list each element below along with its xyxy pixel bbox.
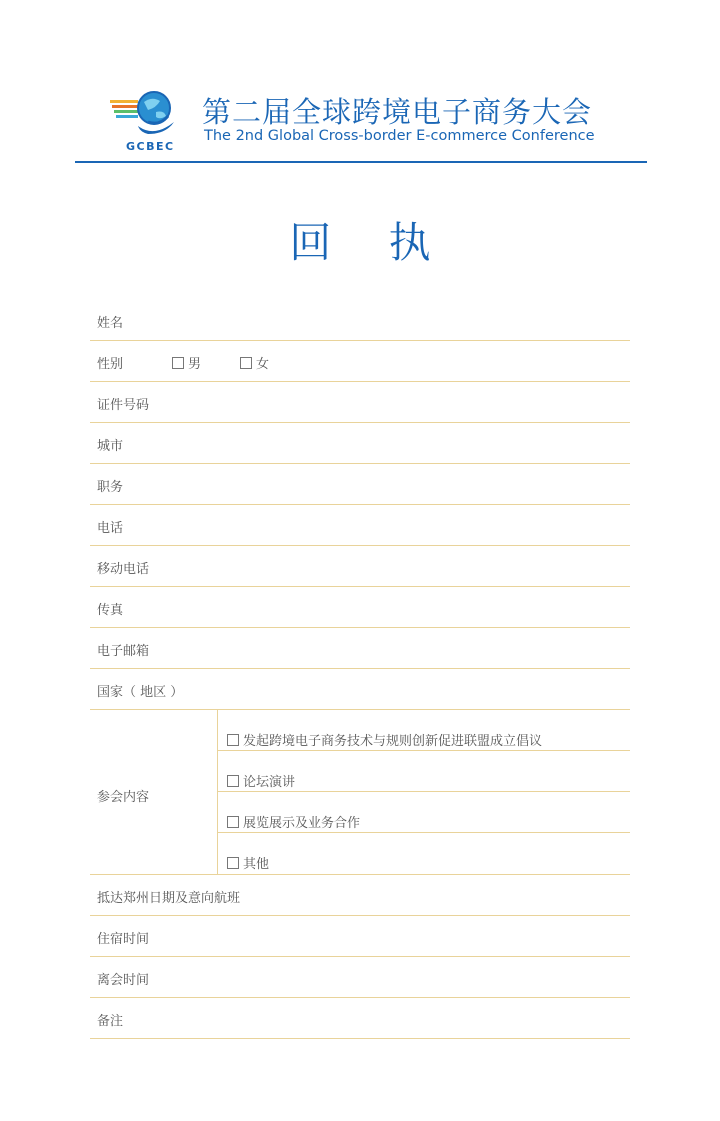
participation-option-exhibition[interactable] — [218, 792, 630, 833]
phone-label: 电话 — [97, 521, 124, 536]
document-title: 回 执 — [289, 218, 453, 267]
form-row-position[interactable] — [90, 464, 630, 505]
globe-logo-icon — [108, 86, 188, 141]
checkbox-icon[interactable] — [227, 775, 239, 787]
page-header — [0, 0, 720, 170]
form-row-id-number[interactable] — [90, 382, 630, 423]
participation-option-speech[interactable] — [218, 751, 630, 792]
form-row-email[interactable] — [90, 628, 630, 669]
form-row-gender — [90, 341, 630, 382]
id-number-label: 证件号码 — [97, 398, 150, 413]
gender-male-label: 男 — [188, 357, 202, 372]
gender-label: 性别 — [97, 357, 124, 372]
checkbox-icon[interactable] — [227, 816, 239, 828]
city-label: 城市 — [97, 439, 124, 454]
form-row-name[interactable] — [90, 300, 630, 341]
participation-option-label: 论坛演讲 — [243, 775, 296, 790]
participation-option-label: 发起跨境电子商务技术与规则创新促进联盟成立倡议 — [243, 734, 543, 749]
form-row-departure[interactable] — [90, 957, 630, 998]
remarks-label: 备注 — [97, 1014, 124, 1029]
checkbox-icon[interactable] — [240, 357, 252, 369]
header-divider — [75, 161, 647, 163]
stay-label: 住宿时间 — [97, 932, 150, 947]
position-label: 职务 — [97, 480, 124, 495]
participation-option-label: 其他 — [243, 857, 270, 872]
gender-option-female[interactable] — [240, 353, 269, 372]
arrival-label: 抵达郑州日期及意向航班 — [97, 891, 241, 906]
form-row-fax[interactable] — [90, 587, 630, 628]
checkbox-icon[interactable] — [227, 734, 239, 746]
fax-label: 传真 — [97, 603, 124, 618]
form-row-mobile[interactable] — [90, 546, 630, 587]
country-label: 国家（ 地区 ） — [97, 685, 184, 700]
gender-option-male[interactable] — [172, 353, 201, 372]
form-row-city[interactable] — [90, 423, 630, 464]
form-row-participation — [90, 710, 630, 875]
checkbox-icon[interactable] — [227, 857, 239, 869]
conference-title-english: The 2nd Global Cross-border E-commerce Conference — [204, 128, 595, 144]
departure-label: 离会时间 — [97, 973, 150, 988]
gender-female-label: 女 — [256, 357, 270, 372]
mobile-label: 移动电话 — [97, 562, 150, 577]
gcbec-logo — [108, 86, 188, 156]
reply-form — [90, 300, 630, 1039]
form-row-remarks[interactable] — [90, 998, 630, 1039]
form-row-arrival[interactable] — [90, 875, 630, 916]
conference-title-chinese: 第二届全球跨境电子商务大会 — [202, 95, 593, 129]
checkbox-icon[interactable] — [172, 357, 184, 369]
logo-wordmark: GCBEC — [126, 140, 175, 153]
participation-option-label: 展览展示及业务合作 — [243, 816, 361, 831]
form-row-phone[interactable] — [90, 505, 630, 546]
participation-option-alliance[interactable] — [218, 710, 630, 751]
form-row-stay[interactable] — [90, 916, 630, 957]
email-label: 电子邮箱 — [97, 644, 150, 659]
name-label: 姓名 — [97, 316, 124, 331]
participation-label: 参会内容 — [97, 790, 150, 805]
participation-option-other[interactable] — [218, 833, 630, 874]
form-row-country[interactable] — [90, 669, 630, 710]
